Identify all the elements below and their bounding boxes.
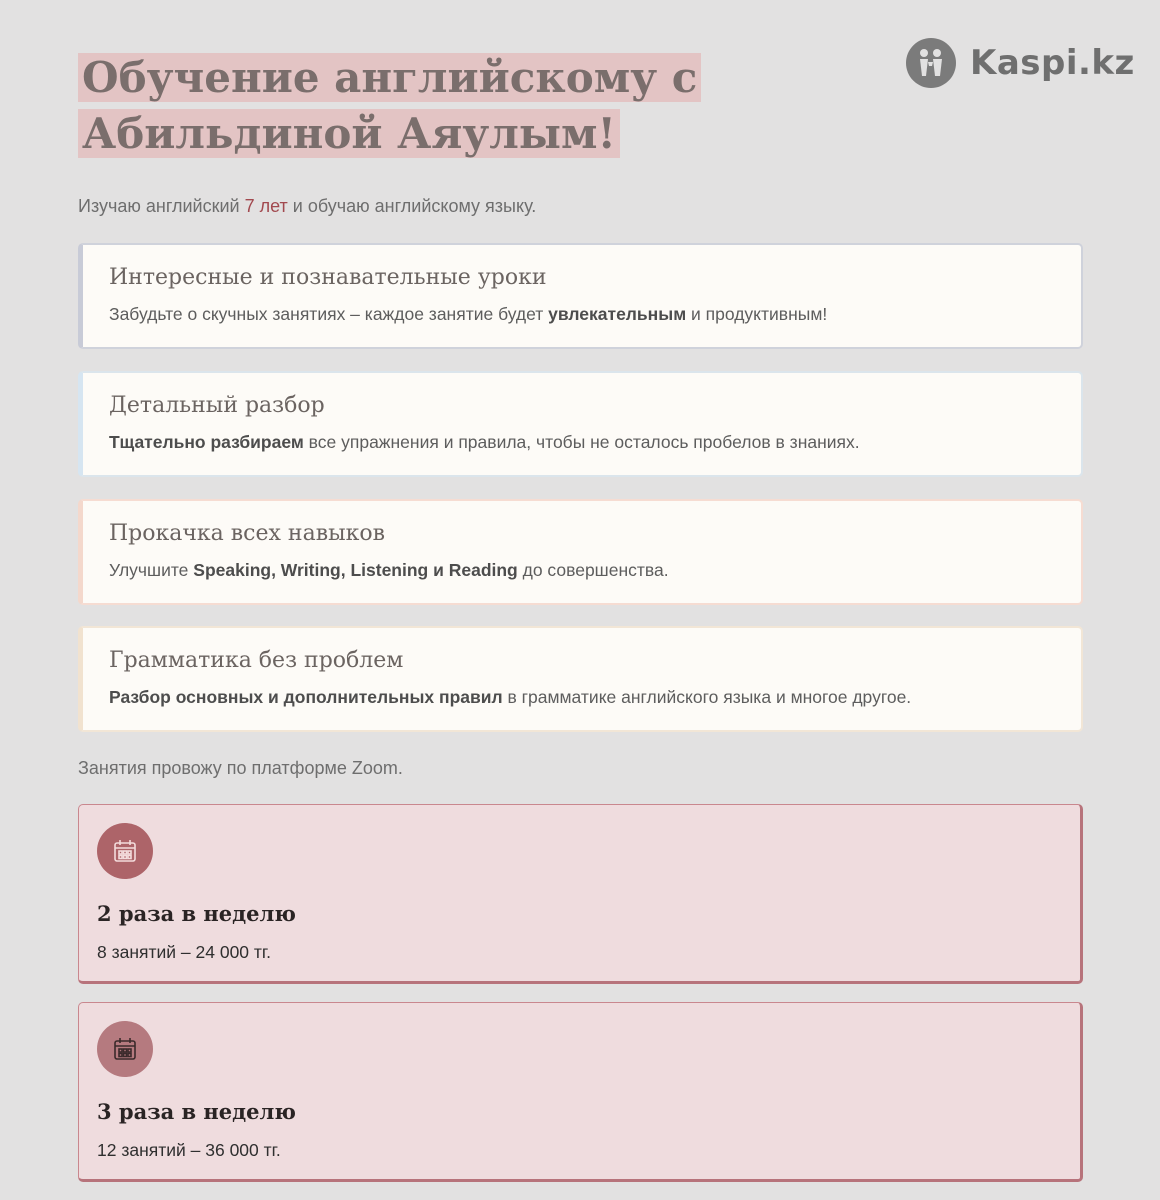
feature-title: Прокачка всех навыков (109, 521, 385, 546)
feature-card-skills (78, 499, 1083, 605)
brand-name: Kaspi.kz (970, 43, 1135, 83)
plan-price: 12 занятий – 36 000 тг. (97, 1140, 281, 1160)
plan-card-3-per-week[interactable] (78, 1002, 1083, 1182)
plan-title: 2 раза в неделю (97, 901, 296, 926)
plan-price: 8 занятий – 24 000 тг. (97, 942, 272, 962)
plan-title: 3 раза в неделю (97, 1099, 296, 1124)
feature-description (109, 432, 1057, 453)
intro-prefix: Изучаю английский (78, 196, 245, 216)
feature-description (109, 304, 1057, 325)
calendar-icon (97, 823, 153, 879)
page-title-text: Обучение английскому с Абильдиной Аяулым! (78, 53, 701, 158)
feature-title: Детальный разбор (109, 393, 325, 418)
kaspi-brand[interactable] (906, 38, 1135, 88)
zoom-note: Занятия провожу по платформе Zoom. (78, 758, 403, 778)
intro-text (78, 196, 536, 217)
feature-title: Грамматика без проблем (109, 648, 404, 673)
feature-text-after: в грамматике английского языка и многое другое. (502, 687, 912, 707)
intro-suffix: и обучаю английскому языку. (287, 196, 537, 216)
feature-text-bold: Тщательно разбираем (109, 432, 304, 452)
feature-card-analysis (78, 371, 1083, 477)
feature-text-after: все упражнения и правила, чтобы не осталось пробелов в знаниях. (303, 432, 860, 452)
plan-card-2-per-week[interactable] (78, 804, 1083, 984)
feature-text-after: до совершенства. (517, 560, 669, 580)
feature-description (109, 560, 1057, 581)
feature-text-before: Забудьте о скучных занятиях – каждое занятие будет (109, 304, 549, 324)
feature-text-after: и продуктивным! (686, 304, 828, 324)
feature-card-lessons (78, 243, 1083, 349)
intro-accent: 7 лет (244, 196, 288, 216)
feature-text-bold: Speaking, Writing, Listening и Reading (193, 560, 518, 580)
feature-text-before: Улучшите (109, 560, 194, 580)
feature-text-bold: увлекательным (548, 304, 687, 324)
feature-title: Интересные и познавательные уроки (109, 265, 547, 290)
calendar-icon (97, 1021, 153, 1077)
feature-text-bold: Разбор основных и дополнительных правил (109, 687, 503, 707)
feature-card-grammar (78, 626, 1083, 732)
feature-description (109, 687, 1057, 708)
page-title (78, 50, 938, 162)
